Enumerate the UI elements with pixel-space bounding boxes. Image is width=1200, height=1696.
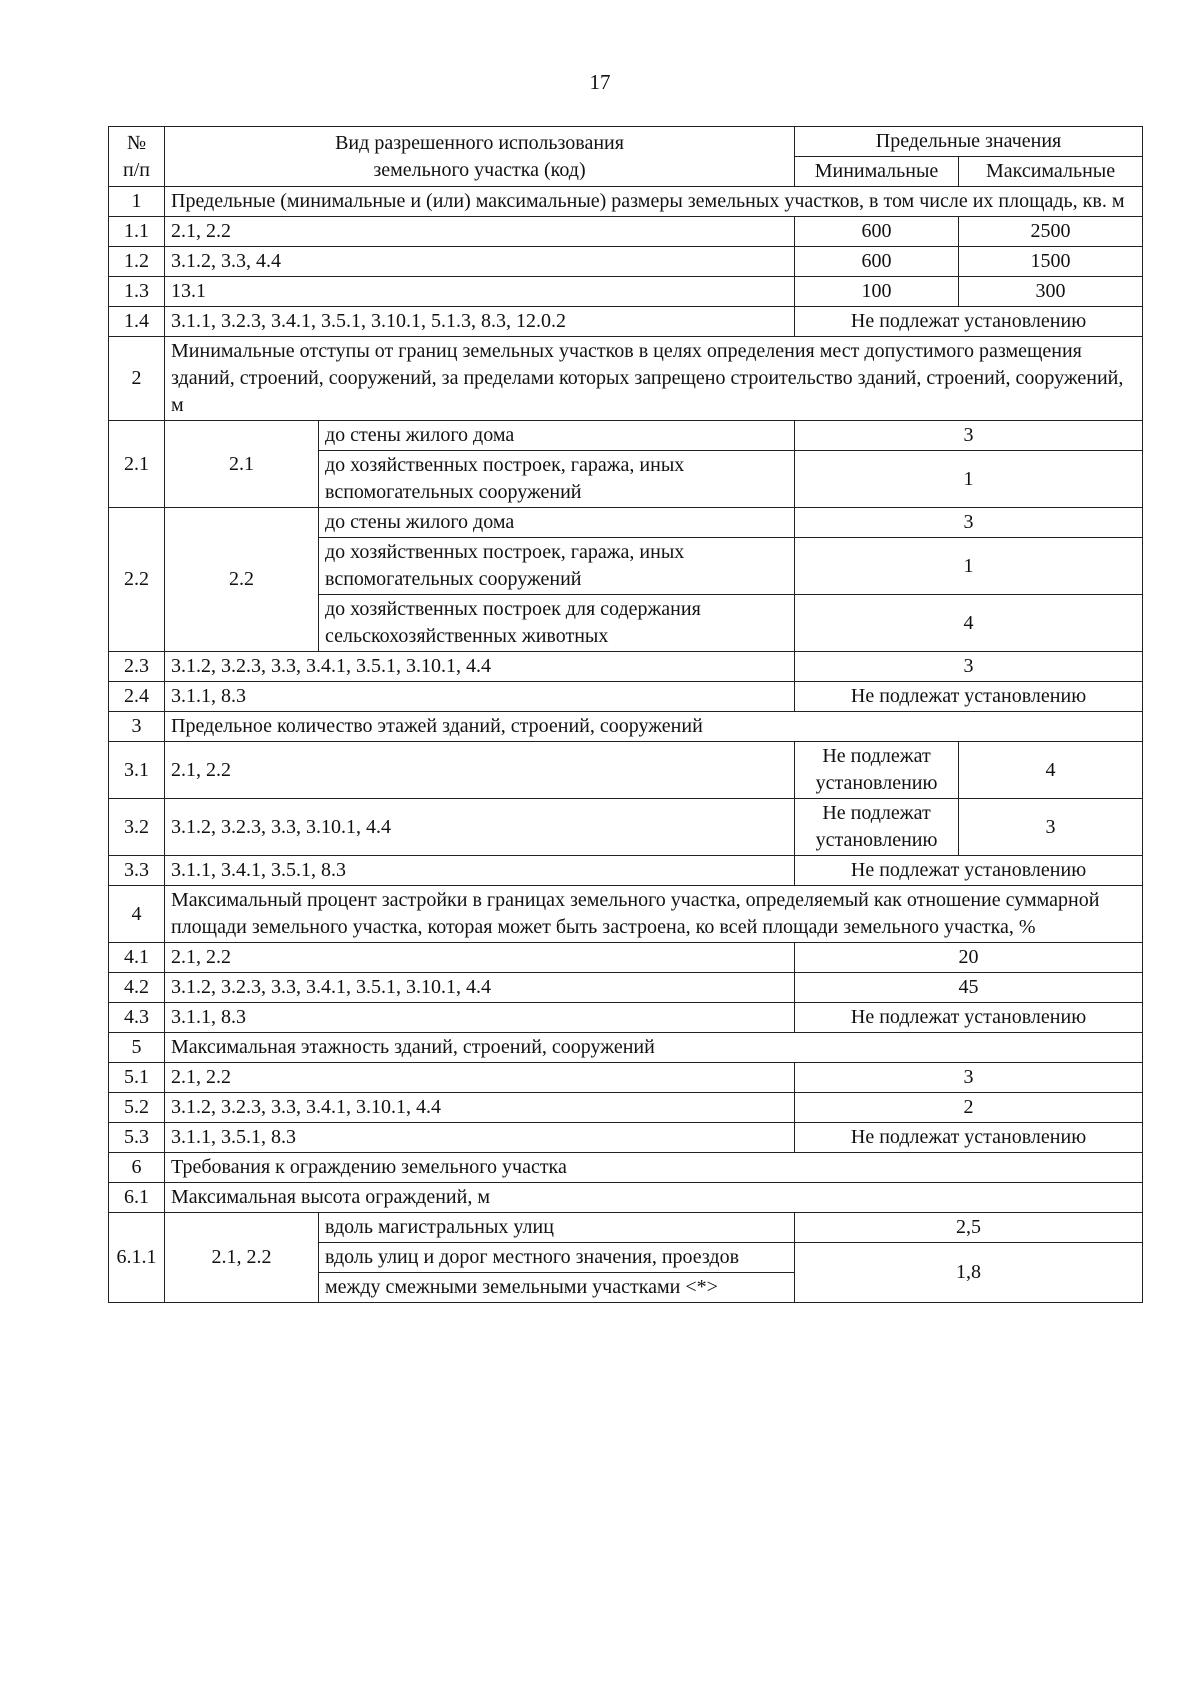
row-value: 3	[795, 652, 1143, 682]
row-value: 3	[795, 421, 1143, 451]
row-num: 3.3	[109, 856, 165, 886]
row-codes: 13.1	[165, 277, 795, 307]
row-codes: 3.1.2, 3.3, 4.4	[165, 247, 795, 277]
page-number: 17	[589, 70, 611, 94]
row-codes: 2.1, 2.2	[165, 943, 795, 973]
row-min: Не подлежат установлению	[795, 799, 959, 856]
row-value: 2,5	[795, 1213, 1143, 1243]
row-num: 6	[109, 1153, 165, 1183]
row-num: 5.2	[109, 1093, 165, 1123]
row-label: вдоль магистральных улиц	[319, 1213, 795, 1243]
row-codes: 3.1.2, 3.2.3, 3.3, 3.4.1, 3.10.1, 4.4	[165, 1093, 795, 1123]
row-label: до хозяйственных построек, гаража, иных вспомогательных сооружений	[319, 538, 795, 595]
row-label: между смежными земельными участками <*>	[319, 1273, 795, 1303]
row-codes: 3.1.1, 3.2.3, 3.4.1, 3.5.1, 3.10.1, 5.1.3, 8.3, 12.0.2	[165, 307, 795, 337]
table-row	[109, 652, 1143, 682]
row-value: 1,8	[795, 1243, 1143, 1303]
section-title: Предельные (минимальные и (или) максимальные) размеры земельных участков, в том числе их площадь, кв. м	[165, 187, 1143, 217]
row-num: 2.4	[109, 682, 165, 712]
table-row	[109, 856, 1143, 886]
row-num: 1.2	[109, 247, 165, 277]
header-type-line1: Вид разрешенного использования	[335, 131, 624, 154]
header-type	[165, 127, 795, 187]
row-num: 3.1	[109, 742, 165, 799]
row-min: 100	[795, 277, 959, 307]
row-min: 600	[795, 217, 959, 247]
table-row	[109, 973, 1143, 1003]
row-num: 6.1	[109, 1183, 165, 1213]
row-num: 4.1	[109, 943, 165, 973]
row-label: до стены жилого дома	[319, 508, 795, 538]
row-value: Не подлежат установлению	[795, 1003, 1143, 1033]
row-min: 600	[795, 247, 959, 277]
row-value: 3	[795, 508, 1143, 538]
row-label: вдоль улиц и дорог местного значения, проездов	[319, 1243, 795, 1273]
row-num: 1.4	[109, 307, 165, 337]
table-row	[109, 508, 1143, 538]
row-codes: 2.1, 2.2	[165, 1063, 795, 1093]
row-num: 3	[109, 712, 165, 742]
row-max: 1500	[959, 247, 1143, 277]
row-codes: 3.1.1, 3.4.1, 3.5.1, 8.3	[165, 856, 795, 886]
table-row	[109, 307, 1143, 337]
row-max: 4	[959, 742, 1143, 799]
row-num: 2.1	[109, 421, 165, 508]
row-num: 5.1	[109, 1063, 165, 1093]
row-num: 5.3	[109, 1123, 165, 1153]
row-value: 2	[795, 1093, 1143, 1123]
section-title: Максимальная этажность зданий, строений, сооружений	[165, 1033, 1143, 1063]
header-min: Минимальные	[795, 157, 959, 187]
row-value: Не подлежат установлению	[795, 1123, 1143, 1153]
table-row	[109, 1123, 1143, 1153]
table-row	[109, 1033, 1143, 1063]
header-max: Максимальные	[959, 157, 1143, 187]
table-row	[109, 799, 1143, 856]
header-limits: Предельные значения	[795, 127, 1143, 157]
row-codes: 2.1, 2.2	[165, 742, 795, 799]
table-row	[109, 1003, 1143, 1033]
header-num-line2: п/п	[123, 158, 150, 181]
section-title: Требования к ограждению земельного участка	[165, 1153, 1143, 1183]
table-row	[109, 1183, 1143, 1213]
row-label: до хозяйственных построек для содержания сельскохозяйственных животных	[319, 595, 795, 652]
table-row	[109, 742, 1143, 799]
row-codes: 3.1.2, 3.2.3, 3.3, 3.10.1, 4.4	[165, 799, 795, 856]
table-header-row	[109, 127, 1143, 157]
row-num: 4	[109, 886, 165, 943]
table-row	[109, 1093, 1143, 1123]
table-row	[109, 187, 1143, 217]
table-row	[109, 1213, 1143, 1243]
row-max: 300	[959, 277, 1143, 307]
row-codes: 3.1.1, 8.3	[165, 682, 795, 712]
row-num: 2.3	[109, 652, 165, 682]
header-num	[109, 127, 165, 187]
row-code: 2.1, 2.2	[165, 1213, 319, 1303]
row-value: Не подлежат установлению	[795, 856, 1143, 886]
table-row	[109, 1063, 1143, 1093]
row-code: 2.2	[165, 508, 319, 652]
row-num: 2	[109, 337, 165, 421]
subsection-title: Максимальная высота ограждений, м	[165, 1183, 1143, 1213]
row-codes: 3.1.2, 3.2.3, 3.3, 3.4.1, 3.5.1, 3.10.1, 4.4	[165, 973, 795, 1003]
table-row	[109, 712, 1143, 742]
section-title: Максимальный процент застройки в границах земельного участка, определяемый как отношение суммарной площади земельного участка, которая может быть застроена, ко всей площади земельного участка, %	[165, 886, 1143, 943]
row-codes: 3.1.2, 3.2.3, 3.3, 3.4.1, 3.5.1, 3.10.1, 4.4	[165, 652, 795, 682]
row-value: 3	[795, 1063, 1143, 1093]
section-title: Предельное количество этажей зданий, строений, сооружений	[165, 712, 1143, 742]
table-row	[109, 247, 1143, 277]
table-row	[109, 886, 1143, 943]
row-num: 4.3	[109, 1003, 165, 1033]
row-value: Не подлежат установлению	[795, 682, 1143, 712]
header-num-line1: №	[126, 131, 147, 154]
row-value: 45	[795, 973, 1143, 1003]
row-num: 5	[109, 1033, 165, 1063]
row-max: 3	[959, 799, 1143, 856]
row-num: 3.2	[109, 799, 165, 856]
row-num: 4.2	[109, 973, 165, 1003]
row-value: Не подлежат установлению	[795, 307, 1143, 337]
table-row	[109, 943, 1143, 973]
table-row	[109, 217, 1143, 247]
row-codes: 3.1.1, 3.5.1, 8.3	[165, 1123, 795, 1153]
land-use-limits-table	[108, 126, 1143, 1303]
row-value: 20	[795, 943, 1143, 973]
table-row	[109, 277, 1143, 307]
table-row	[109, 682, 1143, 712]
header-type-line2: земельного участка (код)	[373, 158, 586, 181]
row-codes: 3.1.1, 8.3	[165, 1003, 795, 1033]
row-num: 6.1.1	[109, 1213, 165, 1303]
row-label: до стены жилого дома	[319, 421, 795, 451]
row-label: до хозяйственных построек, гаража, иных вспомогательных сооружений	[319, 451, 795, 508]
section-title: Минимальные отступы от границ земельных участков в целях определения мест допустимого размещения зданий, строений, сооружений, за пределами которых запрещено строительство зданий, строений, сооружений, м	[165, 337, 1143, 421]
row-value: 1	[795, 451, 1143, 508]
row-max: 2500	[959, 217, 1143, 247]
table-row	[109, 1153, 1143, 1183]
row-value: 4	[795, 595, 1143, 652]
row-num: 1	[109, 187, 165, 217]
row-num: 1.1	[109, 217, 165, 247]
row-num: 2.2	[109, 508, 165, 652]
row-codes: 2.1, 2.2	[165, 217, 795, 247]
row-num: 1.3	[109, 277, 165, 307]
row-code: 2.1	[165, 421, 319, 508]
row-min: Не подлежат установлению	[795, 742, 959, 799]
row-value: 1	[795, 538, 1143, 595]
table-row	[109, 337, 1143, 421]
table-row	[109, 421, 1143, 451]
